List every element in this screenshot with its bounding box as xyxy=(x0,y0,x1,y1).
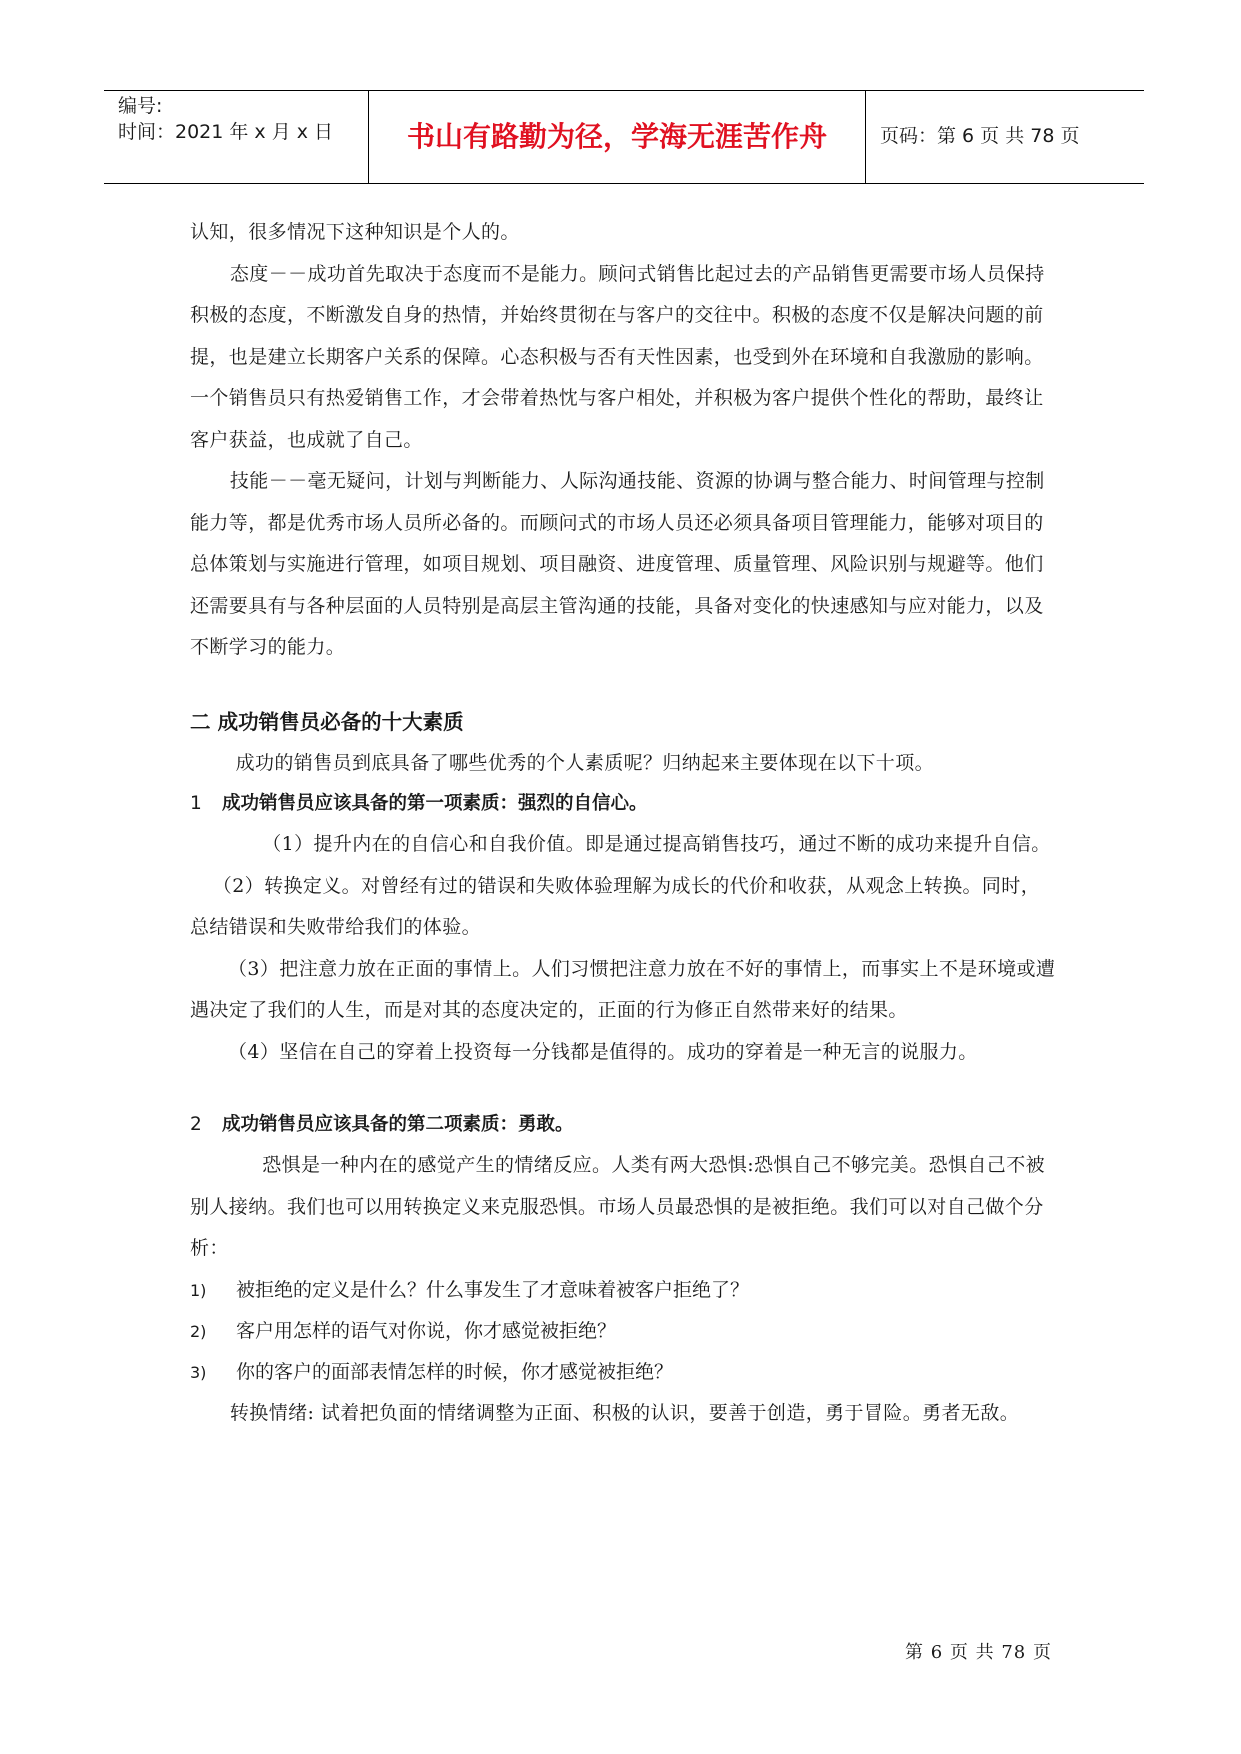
header-motto: 书山有路勤为径，学海无涯苦作舟 xyxy=(406,120,827,153)
quality-1-number: 1 xyxy=(190,793,202,814)
quality-1-heading xyxy=(190,784,1058,824)
paragraph-skills: 技能－－毫无疑问，计划与判断能力、人际沟通技能、资源的协调与整合能力、时间管理与控制能力等，都是优秀市场人员所必备的。而顾问式的市场人员还必须具备项目管理能力，能够对项目的总体策划与实施进行管理，如项目规划、项目融资、进度管理、质量管理、风险识别与规避等。他们还需要具有与各种层面的人员特别是高层主管沟通的技能，具备对变化的快速感知与应对能力，以及不断学习的能力。 xyxy=(190,470,1045,658)
list-item: 2) 客户用怎样的语气对你说，你才感觉被拒绝？ xyxy=(190,1319,617,1342)
paragraph-emotion-shift: 转换情绪: 试着把负面的情绪调整为正面、积极的认识，要善于创造，勇于冒险。勇者无敌。 xyxy=(229,1401,1020,1424)
header-motto-cell xyxy=(368,91,866,183)
footer-page-number: 第 6 页 共 78 页 xyxy=(905,1642,1052,1663)
quality-1-title: 成功销售员应该具备的第一项素质：强烈的自信心。 xyxy=(222,793,648,814)
quality-1-point-2: （2）转换定义。对曾经有过的错误和失败体验理解为成长的代价和收获，从观念上转换。同时，总结错误和失败带给我们的体验。 xyxy=(190,874,1041,938)
header-table xyxy=(104,90,1144,184)
quality-2-number: 2 xyxy=(190,1114,202,1135)
section-intro: 成功的销售员到底具备了哪些优秀的个人素质呢？归纳起来主要体现在以下十项。 xyxy=(235,751,934,774)
header-info-cell xyxy=(104,91,368,183)
header-page-cell xyxy=(866,91,1144,183)
list-item: 1) 被拒绝的定义是什么？什么事发生了才意味着被客户拒绝了？ xyxy=(190,1278,750,1301)
document-number-label: 编号: xyxy=(118,95,163,117)
document-time-label: 时间：2021 年 x 月 x 日 xyxy=(118,121,334,143)
quality-1-point-1: （1）提升内在的自信心和自我价值。即是通过提高销售技巧，通过不断的成功来提升自信。 xyxy=(262,833,1051,855)
paragraph-attitude: 态度－－成功首先取决于态度而不是能力。顾问式销售比起过去的产品销售更需要市场人员保持积极的态度，不断激发自身的热情，并始终贯彻在与客户的交往中。积极的态度不仅是解决问题的前提，也是建立长期客户关系的保障。心态积极与否有天性因素，也受到外在环境和自我激励的影响。一个销售员只有热爱销售工作，才会带着热忱与客户相处，并积极为客户提供个性化的帮助，最终让客户获益，也成就了自己。 xyxy=(190,262,1045,451)
quality-2-paragraph: 恐惧是一种内在的感觉产生的情绪反应。人类有两大恐惧:恐惧自己不够完美。恐惧自己不被别人接纳。我们也可以用转换定义来克服恐惧。市场人员最恐惧的是被拒绝。我们可以对自己做个分析： xyxy=(190,1154,1045,1259)
quality-1-point-4: （4）坚信在自己的穿着上投资每一分钱都是值得的。成功的穿着是一种无言的说服力。 xyxy=(228,1040,978,1063)
quality-2-heading xyxy=(190,1105,1058,1145)
document-body xyxy=(190,212,1058,1434)
header-page-number: 页码：第 6 页 共 78 页 xyxy=(880,125,1080,147)
list-item: 3) 你的客户的面部表情怎样的时候，你才感觉被拒绝？ xyxy=(190,1360,674,1383)
quality-2-title: 成功销售员应该具备的第二项素质：勇敢。 xyxy=(222,1114,574,1135)
paragraph-continuation: 认知，很多情况下这种知识是个人的。 xyxy=(190,221,520,243)
quality-1-point-3: （3）把注意力放在正面的事情上。人们习惯把注意力放在不好的事情上，而事实上不是环境或遭遇决定了我们的人生，而是对其的态度决定的，正面的行为修正自然带来好的结果。 xyxy=(190,957,1056,1021)
section-heading: 二 成功销售员必备的十大素质 xyxy=(190,709,464,734)
